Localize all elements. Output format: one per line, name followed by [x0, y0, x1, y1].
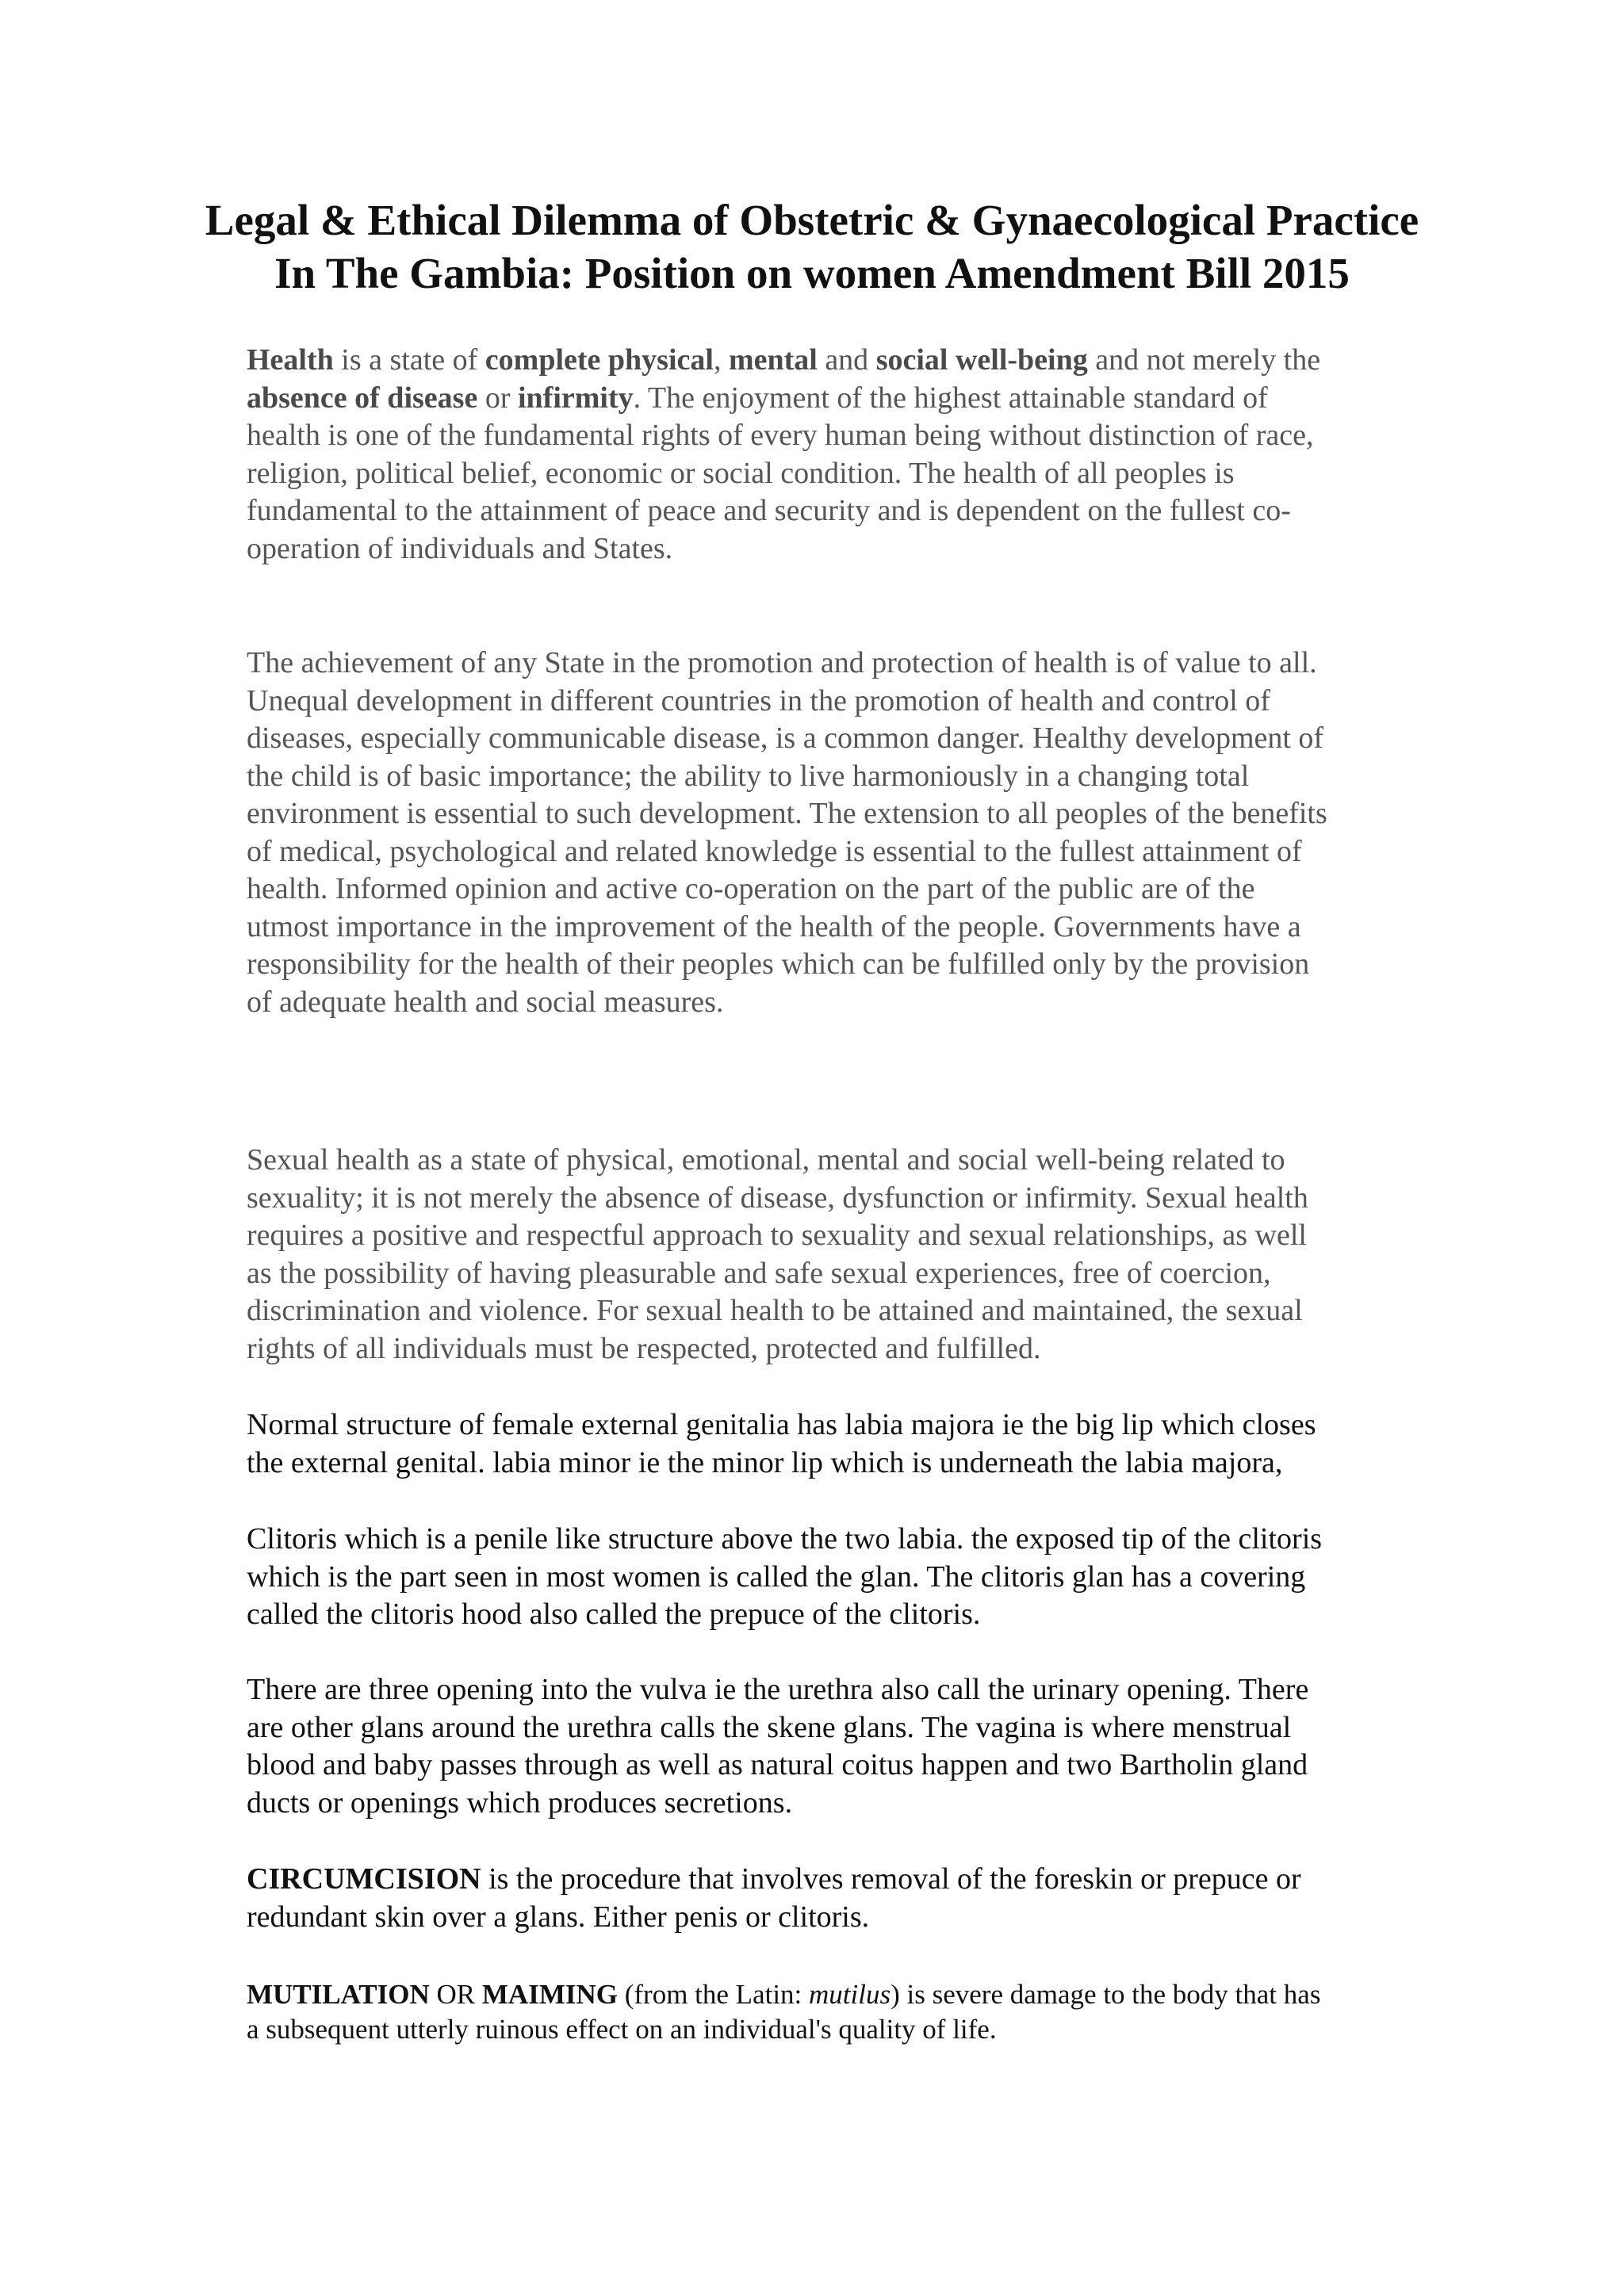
- state-health-paragraph: [247, 645, 1327, 1021]
- paragraph-line: requires a positive and respectful approach to sexuality and sexual relationships, as well: [247, 1219, 1307, 1252]
- paragraph-line: of medical, psychological and related knowledge is essential to the fullest attainment of: [247, 834, 1302, 868]
- paragraph-line: ducts or openings which produces secretions.: [247, 1785, 793, 1820]
- paragraph-line: as the possibility of having pleasurable and safe sexual experiences, free of coercion,: [247, 1256, 1271, 1290]
- paragraph-line: are other glans around the urethra calls the skene glans. The vagina is where menstrual: [247, 1710, 1292, 1744]
- document-title: [111, 193, 1513, 300]
- paragraph-line: the child is of basic importance; the ability to live harmoniously in a changing total: [247, 759, 1250, 793]
- bold-term: social well-being: [875, 343, 1088, 377]
- bold-term: absence of disease: [247, 381, 478, 415]
- anatomy-openings-paragraph: [247, 1671, 1308, 1822]
- paragraph-line: a subsequent utterly ruinous effect on an individual's quality of life.: [247, 2014, 997, 2045]
- health-definition-paragraph: [247, 342, 1320, 568]
- paragraph-line: There are three opening into the vulva ie the urethra also call the urinary opening. There: [247, 1673, 1309, 1706]
- latin-term: mutilus: [809, 1979, 891, 2010]
- bold-term: complete physical: [485, 343, 714, 377]
- paragraph-line: sexuality; it is not merely the absence of disease, dysfunction or infirmity. Sexual health: [247, 1181, 1308, 1215]
- paragraph-line: which is the part seen in most women is called the glan. The clitoris glan has a covering: [247, 1559, 1306, 1594]
- paragraph-line: responsibility for the health of their peoples which can be fulfilled only by the provision: [247, 947, 1310, 981]
- paragraph-line: health is one of the fundamental rights of every human being without distinction of race,: [247, 419, 1314, 452]
- paragraph-line: utmost importance in the improvement of the health of the people. Governments have a: [247, 909, 1301, 943]
- bold-term: MAIMING: [481, 1979, 618, 2010]
- paragraph-line: Health is a state of complete physical, mental and social well-being and not merely the: [247, 343, 1321, 377]
- paragraph-line: Unequal development in different countries in the promotion of health and control of: [247, 683, 1270, 718]
- paragraph-line: MUTILATION OR MAIMING (from the Latin: mutilus) is severe damage to the body that has: [247, 1979, 1321, 2010]
- paragraph-line: called the clitoris hood also called the prepuce of the clitoris.: [247, 1598, 981, 1631]
- bold-term: Health: [247, 343, 334, 377]
- paragraph-line: diseases, especially communicable disease, is a common danger. Healthy development of: [247, 721, 1324, 755]
- paragraph-line: of adequate health and social measures.: [247, 985, 724, 1019]
- paragraph-line: operation of individuals and States.: [247, 531, 673, 565]
- bold-term: mental: [728, 343, 818, 377]
- paragraph-line: fundamental to the attainment of peace and security and is dependent on the fullest co-: [247, 494, 1291, 527]
- paragraph-line: absence of disease or infirmity. The enjoyment of the highest attainable standard of: [247, 381, 1268, 415]
- paragraph-line: redundant skin over a glans. Either penis or clitoris.: [247, 1900, 870, 1934]
- paragraph-line: health. Informed opinion and active co-operation on the part of the public are of the: [247, 872, 1255, 905]
- paragraph-line: discrimination and violence. For sexual health to be attained and maintained, the sexual: [247, 1294, 1303, 1327]
- bold-term: MUTILATION: [247, 1979, 430, 2010]
- paragraph-line: Sexual health as a state of physical, emotional, mental and social well-being related to: [247, 1143, 1285, 1177]
- title-line: In The Gambia: Position on women Amendment Bill 2015: [274, 249, 1350, 297]
- anatomy-clitoris-paragraph: [247, 1521, 1322, 1634]
- title-line: Legal & Ethical Dilemma of Obstetric & Gynaecological Practice: [205, 196, 1419, 244]
- paragraph-line: blood and baby passes through as well as natural coitus happen and two Bartholin gland: [247, 1748, 1308, 1781]
- paragraph-line: Clitoris which is a penile like structure above the two labia. the exposed tip of the clitoris: [247, 1522, 1323, 1556]
- circumcision-definition-paragraph: [247, 1861, 1301, 1936]
- paragraph-line: environment is essential to such development. The extension to all peoples of the benefits: [247, 797, 1327, 830]
- paragraph-line: The achievement of any State in the promotion and protection of health is of value to all.: [247, 646, 1317, 679]
- paragraph-line: Normal structure of female external genitalia has labia majora ie the big lip which closes: [247, 1408, 1316, 1441]
- bold-term: infirmity: [517, 381, 634, 415]
- sexual-health-paragraph: [247, 1142, 1308, 1368]
- paragraph-line: the external genital. labia minor ie the minor lip which is underneath the labia majora,: [247, 1445, 1283, 1479]
- paragraph-line: rights of all individuals must be respected, protected and fulfilled.: [247, 1331, 1041, 1365]
- mutilation-definition-paragraph: [247, 1977, 1320, 2047]
- bold-term: CIRCUMCISION: [247, 1862, 481, 1896]
- anatomy-labia-paragraph: [247, 1406, 1316, 1482]
- paragraph-line: CIRCUMCISION is the procedure that involves removal of the foreskin or prepuce or: [247, 1862, 1301, 1896]
- paragraph-line: religion, political belief, economic or social condition. The health of all peoples is: [247, 456, 1235, 490]
